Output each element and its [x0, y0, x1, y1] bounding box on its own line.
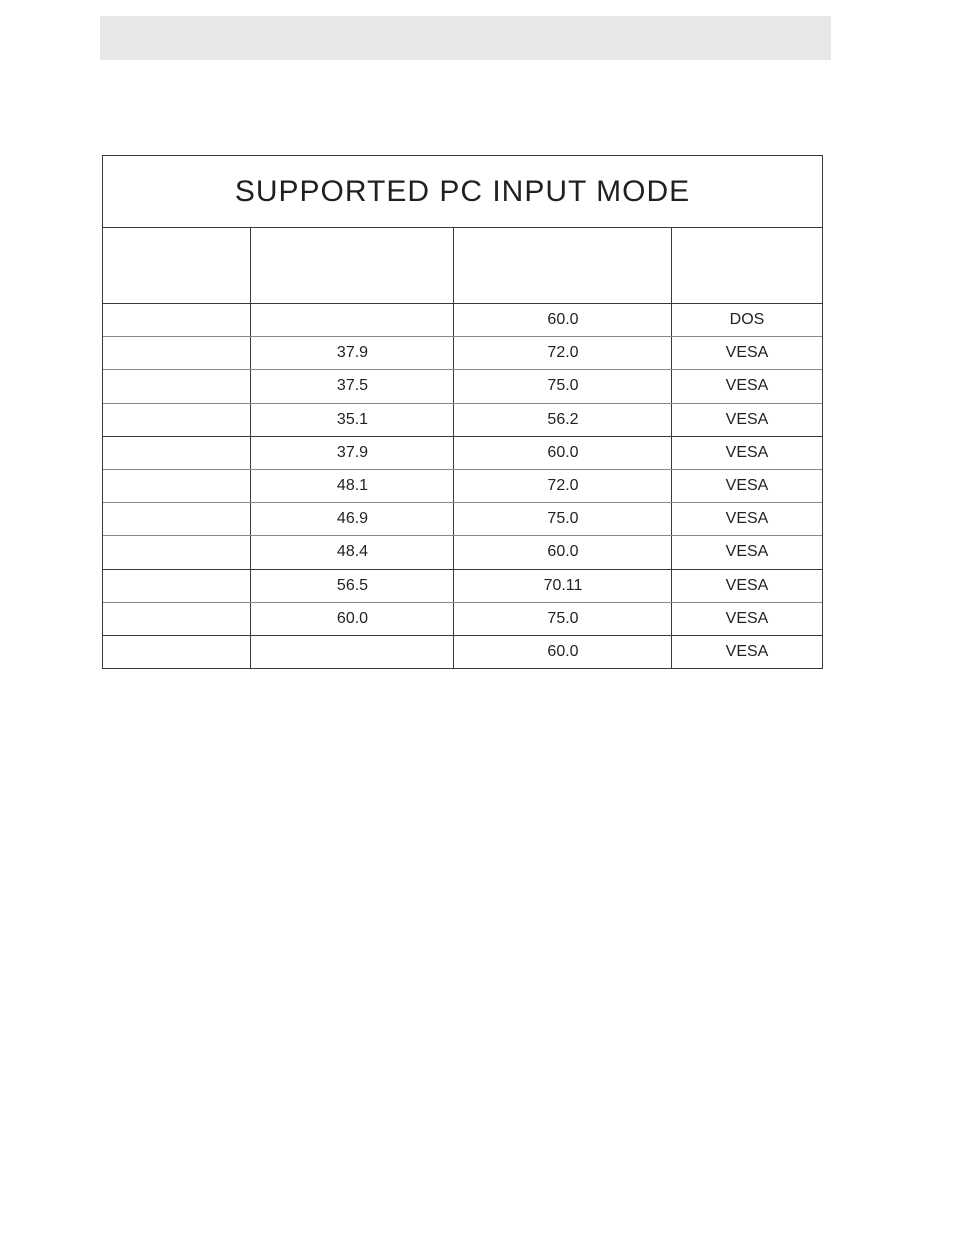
table-row [103, 437, 822, 470]
cell-horizontal-frequency: 46.9 [336, 510, 369, 528]
cell-mode [103, 337, 251, 369]
cell-vertical-frequency: 60.0 [547, 643, 579, 661]
cell-standard: VESA [725, 410, 769, 428]
table-row [103, 536, 822, 569]
cell-standard: VESA [725, 443, 769, 461]
cell-vertical-frequency: 75.0 [547, 609, 579, 627]
cell-standard: VESA [725, 643, 769, 661]
cell-standard: VESA [725, 377, 769, 395]
cell-mode [103, 304, 251, 336]
cell-horizontal-frequency: 60.0 [336, 609, 369, 627]
cell-standard: VESA [725, 543, 769, 561]
column-header-1 [103, 228, 251, 303]
cell-standard: VESA [725, 510, 769, 528]
cell-horizontal-frequency: 35.1 [336, 410, 369, 428]
supported-pc-input-mode-table [102, 155, 823, 669]
cell-standard: VESA [725, 344, 769, 362]
cell-mode [103, 370, 251, 402]
table-row [103, 337, 822, 370]
cell-vertical-frequency: 60.0 [547, 443, 579, 461]
cell-horizontal-frequency: 37.9 [336, 443, 369, 461]
table-row [103, 304, 822, 337]
cell-mode [103, 404, 251, 436]
table-body [103, 304, 822, 668]
column-header-2 [251, 228, 454, 303]
cell-standard: VESA [725, 609, 769, 627]
cell-mode [103, 603, 251, 635]
table-title: SUPPORTED PC INPUT MODE [103, 156, 822, 228]
table-row [103, 470, 822, 503]
cell-mode [103, 536, 251, 568]
cell-vertical-frequency: 56.2 [547, 410, 579, 428]
page-header-band [100, 16, 831, 60]
table-row [103, 503, 822, 536]
cell-standard: DOS [729, 311, 765, 329]
cell-horizontal-frequency [251, 304, 454, 336]
cell-horizontal-frequency: 56.5 [336, 576, 369, 594]
table-row [103, 404, 822, 437]
cell-vertical-frequency: 72.0 [547, 477, 579, 495]
column-header-3 [454, 228, 672, 303]
cell-vertical-frequency: 70.11 [543, 576, 583, 594]
cell-horizontal-frequency [251, 636, 454, 669]
column-header-row [103, 228, 822, 304]
cell-standard: VESA [725, 477, 769, 495]
table-row [103, 603, 822, 636]
table-row [103, 570, 822, 603]
cell-horizontal-frequency: 37.5 [336, 377, 369, 395]
cell-mode [103, 437, 251, 469]
cell-mode [103, 636, 251, 669]
column-header-4 [672, 228, 822, 303]
table-row [103, 636, 822, 669]
cell-vertical-frequency: 75.0 [547, 377, 579, 395]
cell-vertical-frequency: 72.0 [547, 344, 579, 362]
cell-mode [103, 470, 251, 502]
cell-horizontal-frequency: 48.1 [336, 477, 369, 495]
cell-vertical-frequency: 60.0 [547, 311, 579, 329]
cell-mode [103, 570, 251, 602]
cell-horizontal-frequency: 48.4 [336, 543, 369, 561]
cell-horizontal-frequency: 37.9 [336, 344, 369, 362]
cell-standard: VESA [725, 576, 769, 594]
table-row [103, 370, 822, 403]
cell-vertical-frequency: 60.0 [547, 543, 579, 561]
cell-vertical-frequency: 75.0 [547, 510, 579, 528]
cell-mode [103, 503, 251, 535]
